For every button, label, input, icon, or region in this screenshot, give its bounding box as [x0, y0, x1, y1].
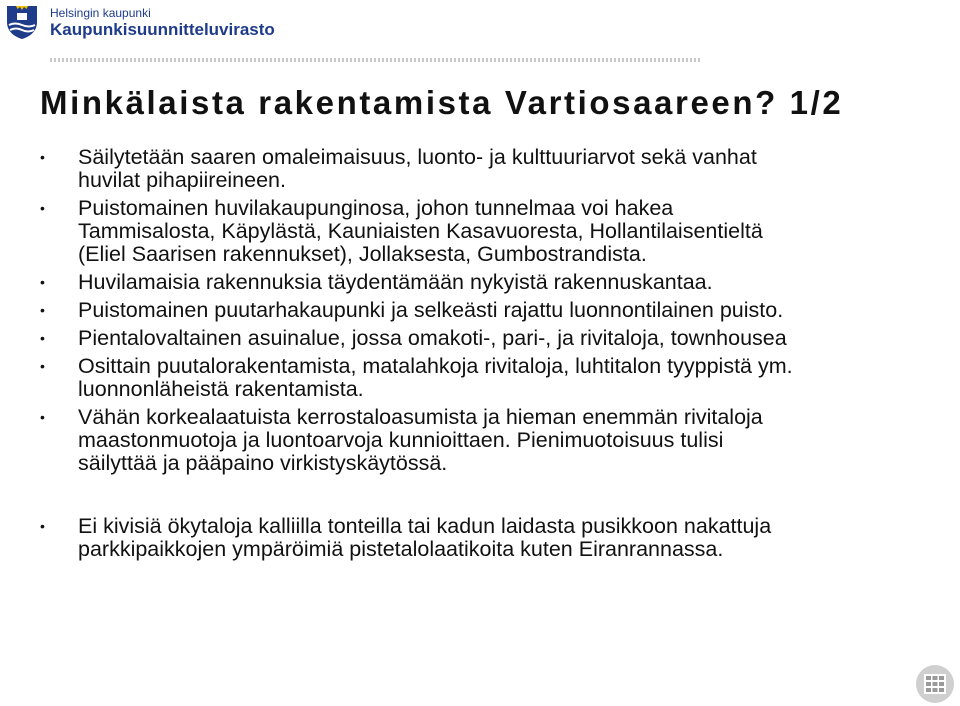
header [4, 3, 275, 41]
bullet-item [40, 197, 920, 266]
org-city: Helsingin kaupunki [50, 5, 151, 20]
helsinki-crest-icon [4, 4, 40, 40]
bullet-item [40, 355, 920, 401]
bullet-text: Puistomainen huvilakaupunginosa, johon tunnelmaa voi hakea Tammisalosta, Käpylästä, Kauniaisten Kasavuoresta, Hollantilaisentieltä (Eliel Saarisen rakennukset), Jollaksesta, Gumbostrandista. [78, 196, 763, 266]
bullet-item [40, 299, 920, 322]
org-department: Kaupunkisuunnitteluvirasto [50, 19, 275, 39]
bullet-item [40, 146, 920, 192]
bullet-marker: • [40, 274, 45, 290]
bullet-text: Vähän korkealaatuista kerrostaloasumista ja hieman enemmän rivitaloja maastonmuotoja ja luontoarvoja kunnioittaen. Pienimuotoisuus tulisi säilyttää ja pääpaino virkistyskäytössä. [78, 405, 763, 475]
bullet-marker: • [40, 200, 45, 216]
slide-title: Minkälaista rakentamista Vartiosaareen? 1/2 [40, 84, 844, 121]
bullet-text: Ei kivisiä ökytaloja kalliilla tonteilla tai kadun laidasta pusikkoon nakattuja parkkipaikkojen ympäröimiä pistetalolaatikoita kuten Eiranrannassa. [78, 514, 772, 561]
bullet-text: Osittain puutalorakentamista, matalahkoja rivitaloja, luhtitalon tyyppistä ym. luonnonläheistä rakentamista. [78, 354, 793, 401]
bullet-marker: • [40, 149, 45, 165]
bullet-marker: • [40, 330, 45, 346]
bullet-marker: • [40, 358, 45, 374]
bullet-text: Puistomainen puutarhakaupunki ja selkeästi rajattu luonnontilainen puisto. [78, 298, 784, 322]
bullet-text: Pientalovaltainen asuinalue, jossa omakoti-, pari-, ja rivitaloja, townhousea [78, 326, 787, 350]
bullet-item [40, 327, 920, 350]
bullet-marker: • [40, 518, 45, 534]
bullet-item [40, 271, 920, 294]
bullet-text: Säilytetään saaren omaleimaisuus, luonto- ja kulttuuriarvot sekä vanhat huvilat pihapiireineen. [78, 145, 757, 192]
bullet-item [40, 406, 920, 475]
header-divider [50, 58, 700, 62]
presentation-grid-icon [915, 664, 955, 704]
bullet-marker: • [40, 302, 45, 318]
bullet-marker: • [40, 409, 45, 425]
organization-name [50, 6, 275, 39]
bullet-item [40, 515, 920, 561]
bullet-text: Huvilamaisia rakennuksia täydentämään nykyistä rakennuskantaa. [78, 270, 713, 294]
bullet-list [40, 146, 920, 566]
